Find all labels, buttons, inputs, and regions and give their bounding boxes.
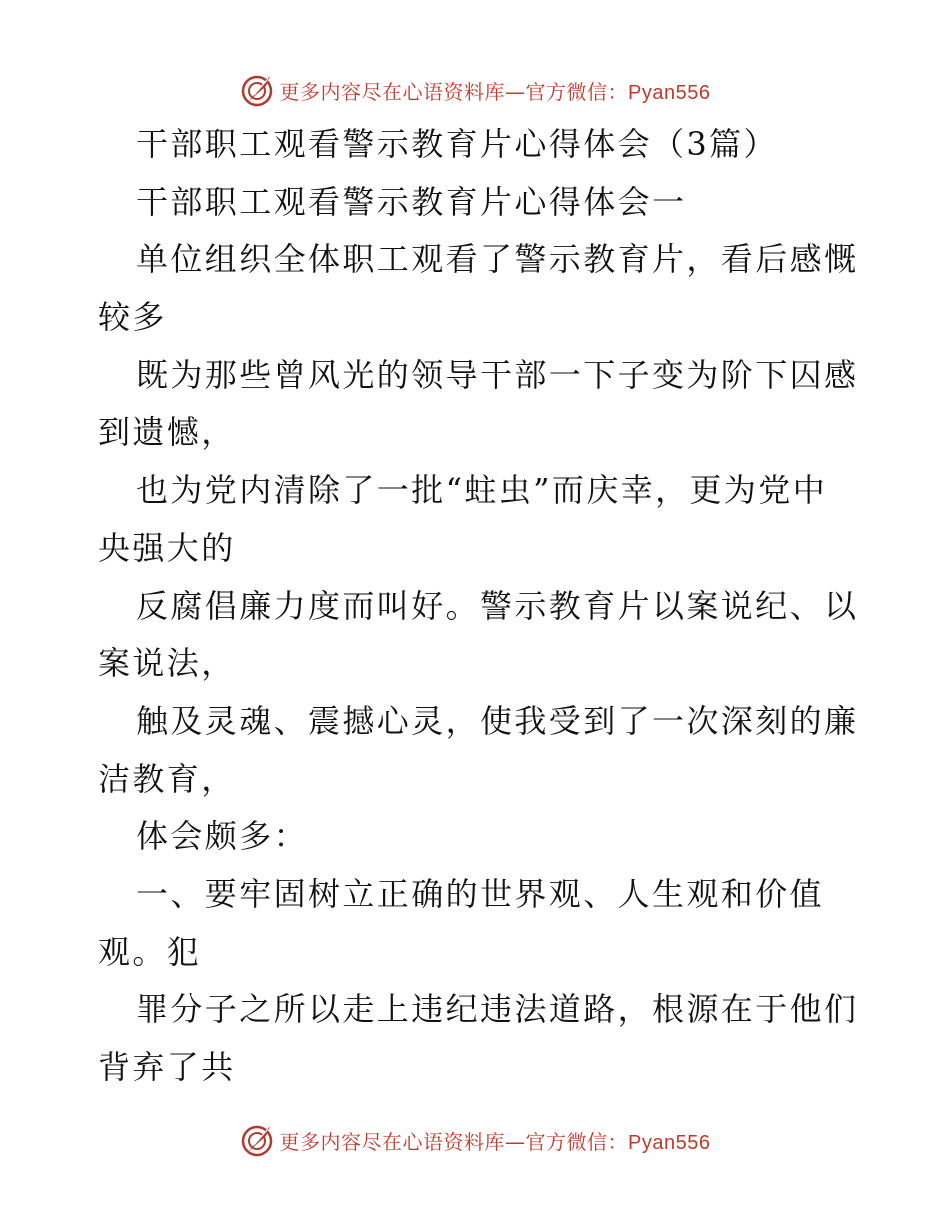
text-line: 单位组织全体职工观看了警示教育片，看后感慨 <box>136 240 859 279</box>
watermark-wechat-label: 官方微信： <box>525 79 629 104</box>
text-line: 一、要牢固树立正确的世界观、人生观和价值 <box>136 874 825 913</box>
document-title: 干部职工观看警示教育片心得体会（3篇） <box>136 125 778 163</box>
text-line: 洁教育， <box>98 759 236 798</box>
text-line: 背弃了共 <box>98 1048 236 1086</box>
text-line: 反腐倡廉力度而叫好。警示教育片以案说纪、以 <box>136 586 859 625</box>
watermark-text <box>280 76 711 105</box>
watermark-text <box>280 1126 711 1155</box>
text-line: 到遗憾， <box>98 413 236 452</box>
text-line: 体会颇多： <box>136 817 309 856</box>
watermark-wechat-id: Pyan556 <box>628 81 711 104</box>
header-watermark <box>0 70 950 110</box>
quill-logo-icon <box>240 72 276 108</box>
text-line: 案说法， <box>98 644 236 683</box>
footer-watermark <box>0 1120 950 1160</box>
watermark-dash: — <box>505 79 526 104</box>
text-line: 较多 <box>98 298 167 337</box>
quill-logo-icon <box>240 1122 276 1158</box>
text-line: 央强大的 <box>98 528 236 567</box>
text-line: 干部职工观看警示教育片心得体会一 <box>136 182 687 221</box>
text-line: 罪分子之所以走上违纪违法道路，根源在于他们 <box>136 990 859 1029</box>
text-line: 既为那些曾风光的领导干部一下子变为阶下囚感 <box>136 355 859 394</box>
text-line: 也为党内清除了一批“蛀虫”而庆幸，更为党中 <box>136 471 828 510</box>
watermark-wechat-label: 官方微信： <box>525 1129 629 1154</box>
document-body <box>98 116 858 1097</box>
text-line: 观。犯 <box>98 932 202 971</box>
watermark-site: 更多内容尽在心语资料库 <box>279 79 506 104</box>
watermark-dash: — <box>505 1129 526 1154</box>
watermark-site: 更多内容尽在心语资料库 <box>279 1129 506 1154</box>
text-line: 触及灵魂、震撼心灵，使我受到了一次深刻的廉 <box>136 701 859 740</box>
watermark-wechat-id: Pyan556 <box>628 1131 711 1154</box>
